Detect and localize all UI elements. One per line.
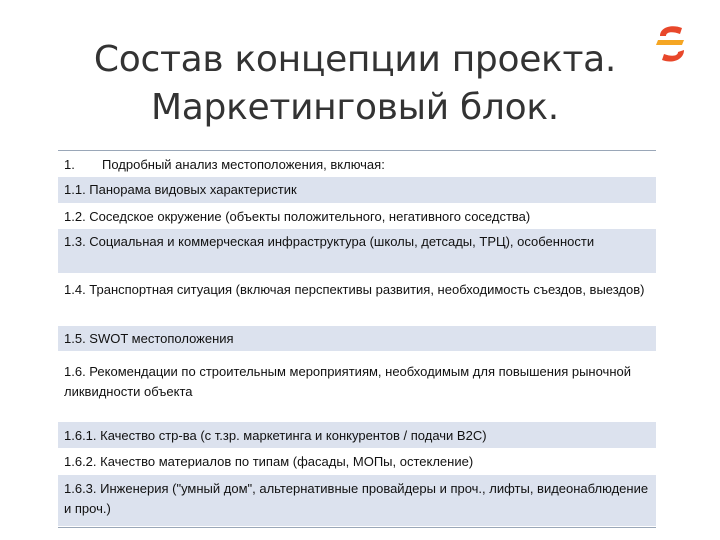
table-row: 1.6.2. Качество материалов по типам (фасады, МОПы, остекление)	[58, 449, 656, 475]
table-row: 1.6.3. Инженерия ("умный дом", альтернативные провайдеры и проч., лифты, видеонаблюдение и проч.)	[58, 475, 656, 527]
table-row: 1.5. SWOT местоположения	[58, 326, 656, 352]
table-row: 1.3. Социальная и коммерческая инфраструктура (школы, детсады, ТРЦ), особенности	[58, 229, 656, 274]
table-row: 1.1. Панорама видовых характеристик	[58, 177, 656, 204]
table-row: 1.6. Рекомендации по строительным мероприятиям, необходимым для повышения рыночной ликвидности объекта	[58, 352, 656, 422]
header-text: Подробный анализ местоположения, включая:	[102, 157, 385, 172]
slide-title	[60, 36, 650, 132]
table-header-row	[58, 151, 656, 177]
table-row: 1.6.1. Качество стр-ва (с т.зр. маркетинга и конкурентов / подачи B2C)	[58, 422, 656, 449]
s-logo-icon	[652, 22, 692, 66]
table-row: 1.4. Транспортная ситуация (включая перспективы развития, необходимость съездов, выездов)	[58, 274, 656, 326]
slide-title-line-2: Маркетинговый блок.	[151, 87, 559, 128]
slide-title-line-1: Состав концепции проекта.	[93, 39, 617, 80]
header-number: 1.	[64, 157, 75, 172]
concept-table	[58, 150, 656, 528]
table-row: 1.2. Соседское окружение (объекты положительного, негативного соседства)	[58, 204, 656, 229]
